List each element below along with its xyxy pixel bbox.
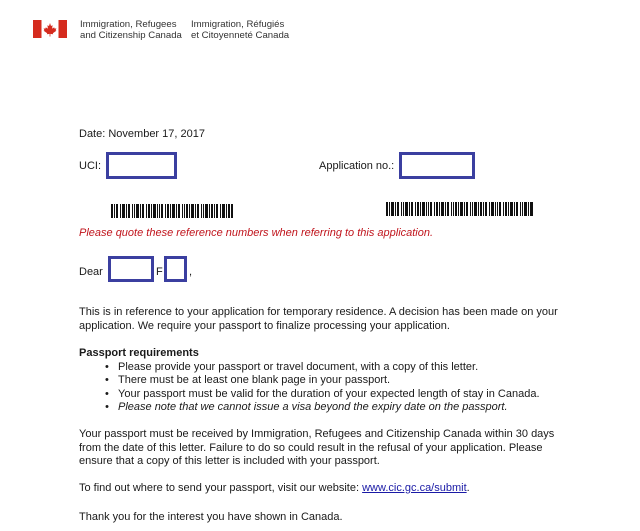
department-name-french: Immigration, Réfugiés et Citoyenneté Canada — [191, 19, 290, 41]
date-value: November 17, 2017 — [108, 128, 205, 140]
salutation-comma: , — [189, 266, 193, 278]
salutation-dear: Dear — [79, 266, 103, 278]
list-item: • Please provide your passport or travel document, with a copy of this letter. — [79, 361, 599, 374]
list-item: • There must be at least one blank page in your passport. — [79, 374, 599, 387]
requirements-list — [79, 361, 599, 415]
list-item: • Your passport must be valid for the duration of your expected length of stay in Canada. — [79, 388, 599, 401]
canada-flag-icon — [33, 20, 67, 38]
deadline-paragraph: Your passport must be received by Immigration, Refugees and Citizenship Canada within 30 days from the date of this letter. Failure to do so could result in the refusal of your application. Please ensure that a copy of this letter is included with your passport. — [79, 428, 555, 468]
list-item: • Please note that we cannot issue a visa beyond the expiry date on the passport. — [79, 401, 599, 414]
date-label: Date: — [79, 128, 106, 140]
uci-label: UCI: — [79, 160, 101, 172]
requirements-heading: Passport requirements — [79, 347, 199, 359]
website-suffix: . — [466, 482, 470, 494]
application-number-barcode — [386, 202, 533, 216]
uci-redaction-box — [106, 152, 177, 179]
surname-redaction-box — [164, 256, 187, 282]
application-number-label: Application no.: — [319, 160, 395, 172]
website-line — [79, 482, 470, 495]
reference-notice: Please quote these reference numbers when referring to this application. — [79, 227, 434, 239]
website-link[interactable]: www.cic.gc.ca/submit — [362, 482, 467, 494]
website-prefix: To find out where to send your passport, visit our website: — [79, 482, 360, 494]
name-redaction-box — [108, 256, 154, 282]
closing-line: Thank you for the interest you have shown in Canada. — [79, 511, 343, 523]
application-number-redaction-box — [399, 152, 475, 179]
letter-date — [79, 128, 205, 141]
intro-paragraph: This is in reference to your application for temporary residence. A decision has been made on your application. We require your passport to finalize processing your application. — [79, 306, 558, 332]
salutation-initial: F — [156, 266, 163, 278]
department-name-english: Immigration, Refugees and Citizenship Canada — [80, 19, 182, 41]
uci-barcode — [111, 204, 233, 218]
